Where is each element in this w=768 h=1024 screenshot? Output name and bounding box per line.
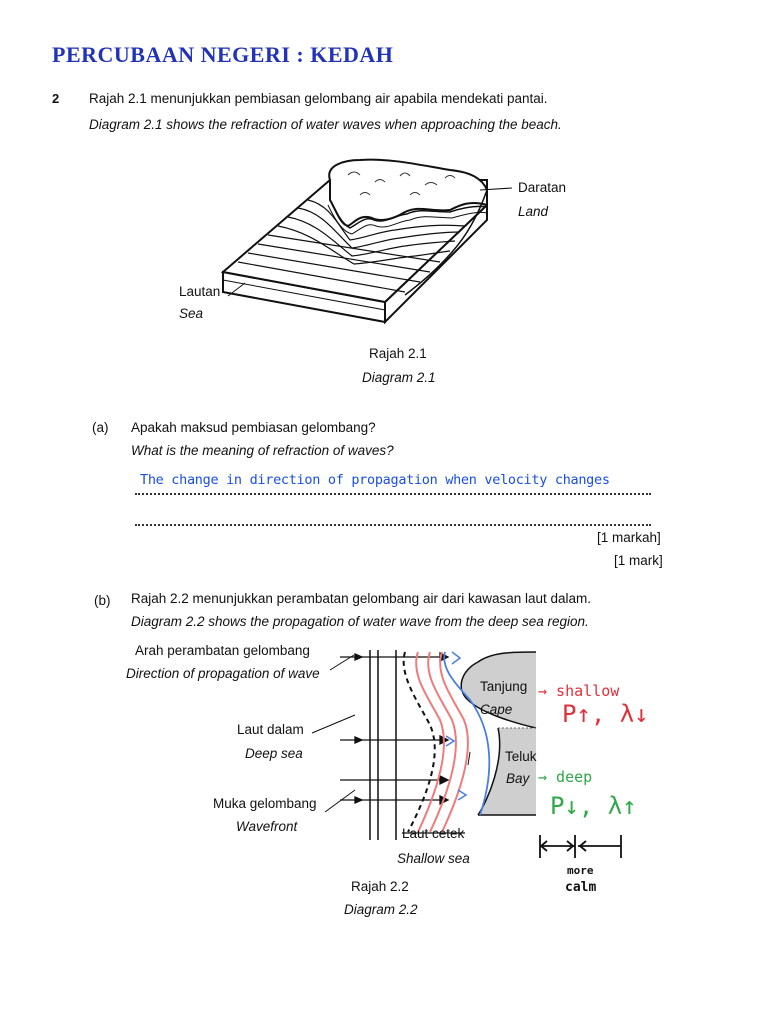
intro-text-en: Diagram 2.1 shows the refraction of water waves when approaching the beach. [89, 117, 562, 132]
question-number: 2 [52, 91, 60, 106]
part-a-question-en: What is the meaning of refraction of waves? [131, 443, 394, 458]
bay-label-en: Bay [506, 771, 530, 786]
bay-formula: P↓, λ↑ [550, 792, 637, 820]
cape-label-en: Cape [480, 702, 513, 717]
deep-sea-label-en: Deep sea [245, 746, 303, 761]
land-label-ms: Daratan [518, 180, 567, 195]
part-b-label: (b) [94, 593, 111, 608]
page-title: PERCUBAAN NEGERI : KEDAH [52, 42, 394, 67]
part-a-marks-ms: [1 markah] [597, 530, 661, 545]
deep-sea-label-ms: Laut dalam [237, 722, 304, 737]
coastline [461, 652, 536, 815]
direction-label-en: Direction of propagation of wave [126, 666, 320, 681]
cape-formula: P↑, λ↓ [562, 700, 649, 728]
cape-label-ms: Tanjung [480, 679, 528, 694]
more-note: more [567, 864, 594, 877]
diagram-2-1-caption-en: Diagram 2.1 [362, 370, 436, 385]
sea-label-ms: Lautan [179, 284, 221, 299]
wavefront-label-ms: Muka gelombang [213, 796, 317, 811]
bay-label-ms: Teluk [505, 749, 537, 764]
land-label-en: Land [518, 204, 549, 219]
part-b-text-en: Diagram 2.2 shows the propagation of water wave from the deep sea region. [131, 614, 589, 629]
part-a-question-ms: Apakah maksud pembiasan gelombang? [131, 420, 376, 435]
bay-annotation: → deep [538, 768, 593, 786]
cape-annotation: → shallow [538, 682, 620, 700]
shallow-sea-label-en: Shallow sea [397, 851, 470, 866]
sea-label-en: Sea [179, 306, 204, 321]
diagram-2-1-caption-ms: Rajah 2.1 [369, 346, 427, 361]
part-b-text-ms: Rajah 2.2 menunjukkan perambatan gelombang air dari kawasan laut dalam. [131, 591, 592, 606]
part-a-label: (a) [92, 420, 109, 435]
shallow-sea-label-ms: Laut cetek [402, 826, 465, 841]
calm-note: calm [565, 880, 597, 895]
diagram-2-2-caption-ms: Rajah 2.2 [351, 879, 409, 894]
deep-sea-wavefronts [370, 650, 396, 840]
wavefront-label-en: Wavefront [236, 819, 298, 834]
part-a-answer: The change in direction of propagation when velocity changes [140, 472, 610, 488]
diagram-2-2-caption-en: Diagram 2.2 [344, 902, 418, 917]
intro-text-ms: Rajah 2.1 menunjukkan pembiasan gelombang air apabila mendekati pantai. [89, 91, 548, 106]
wavelength-sketch [540, 835, 621, 858]
direction-label-ms: Arah perambatan gelombang [135, 643, 310, 658]
part-a-marks-en: [1 mark] [614, 553, 663, 568]
